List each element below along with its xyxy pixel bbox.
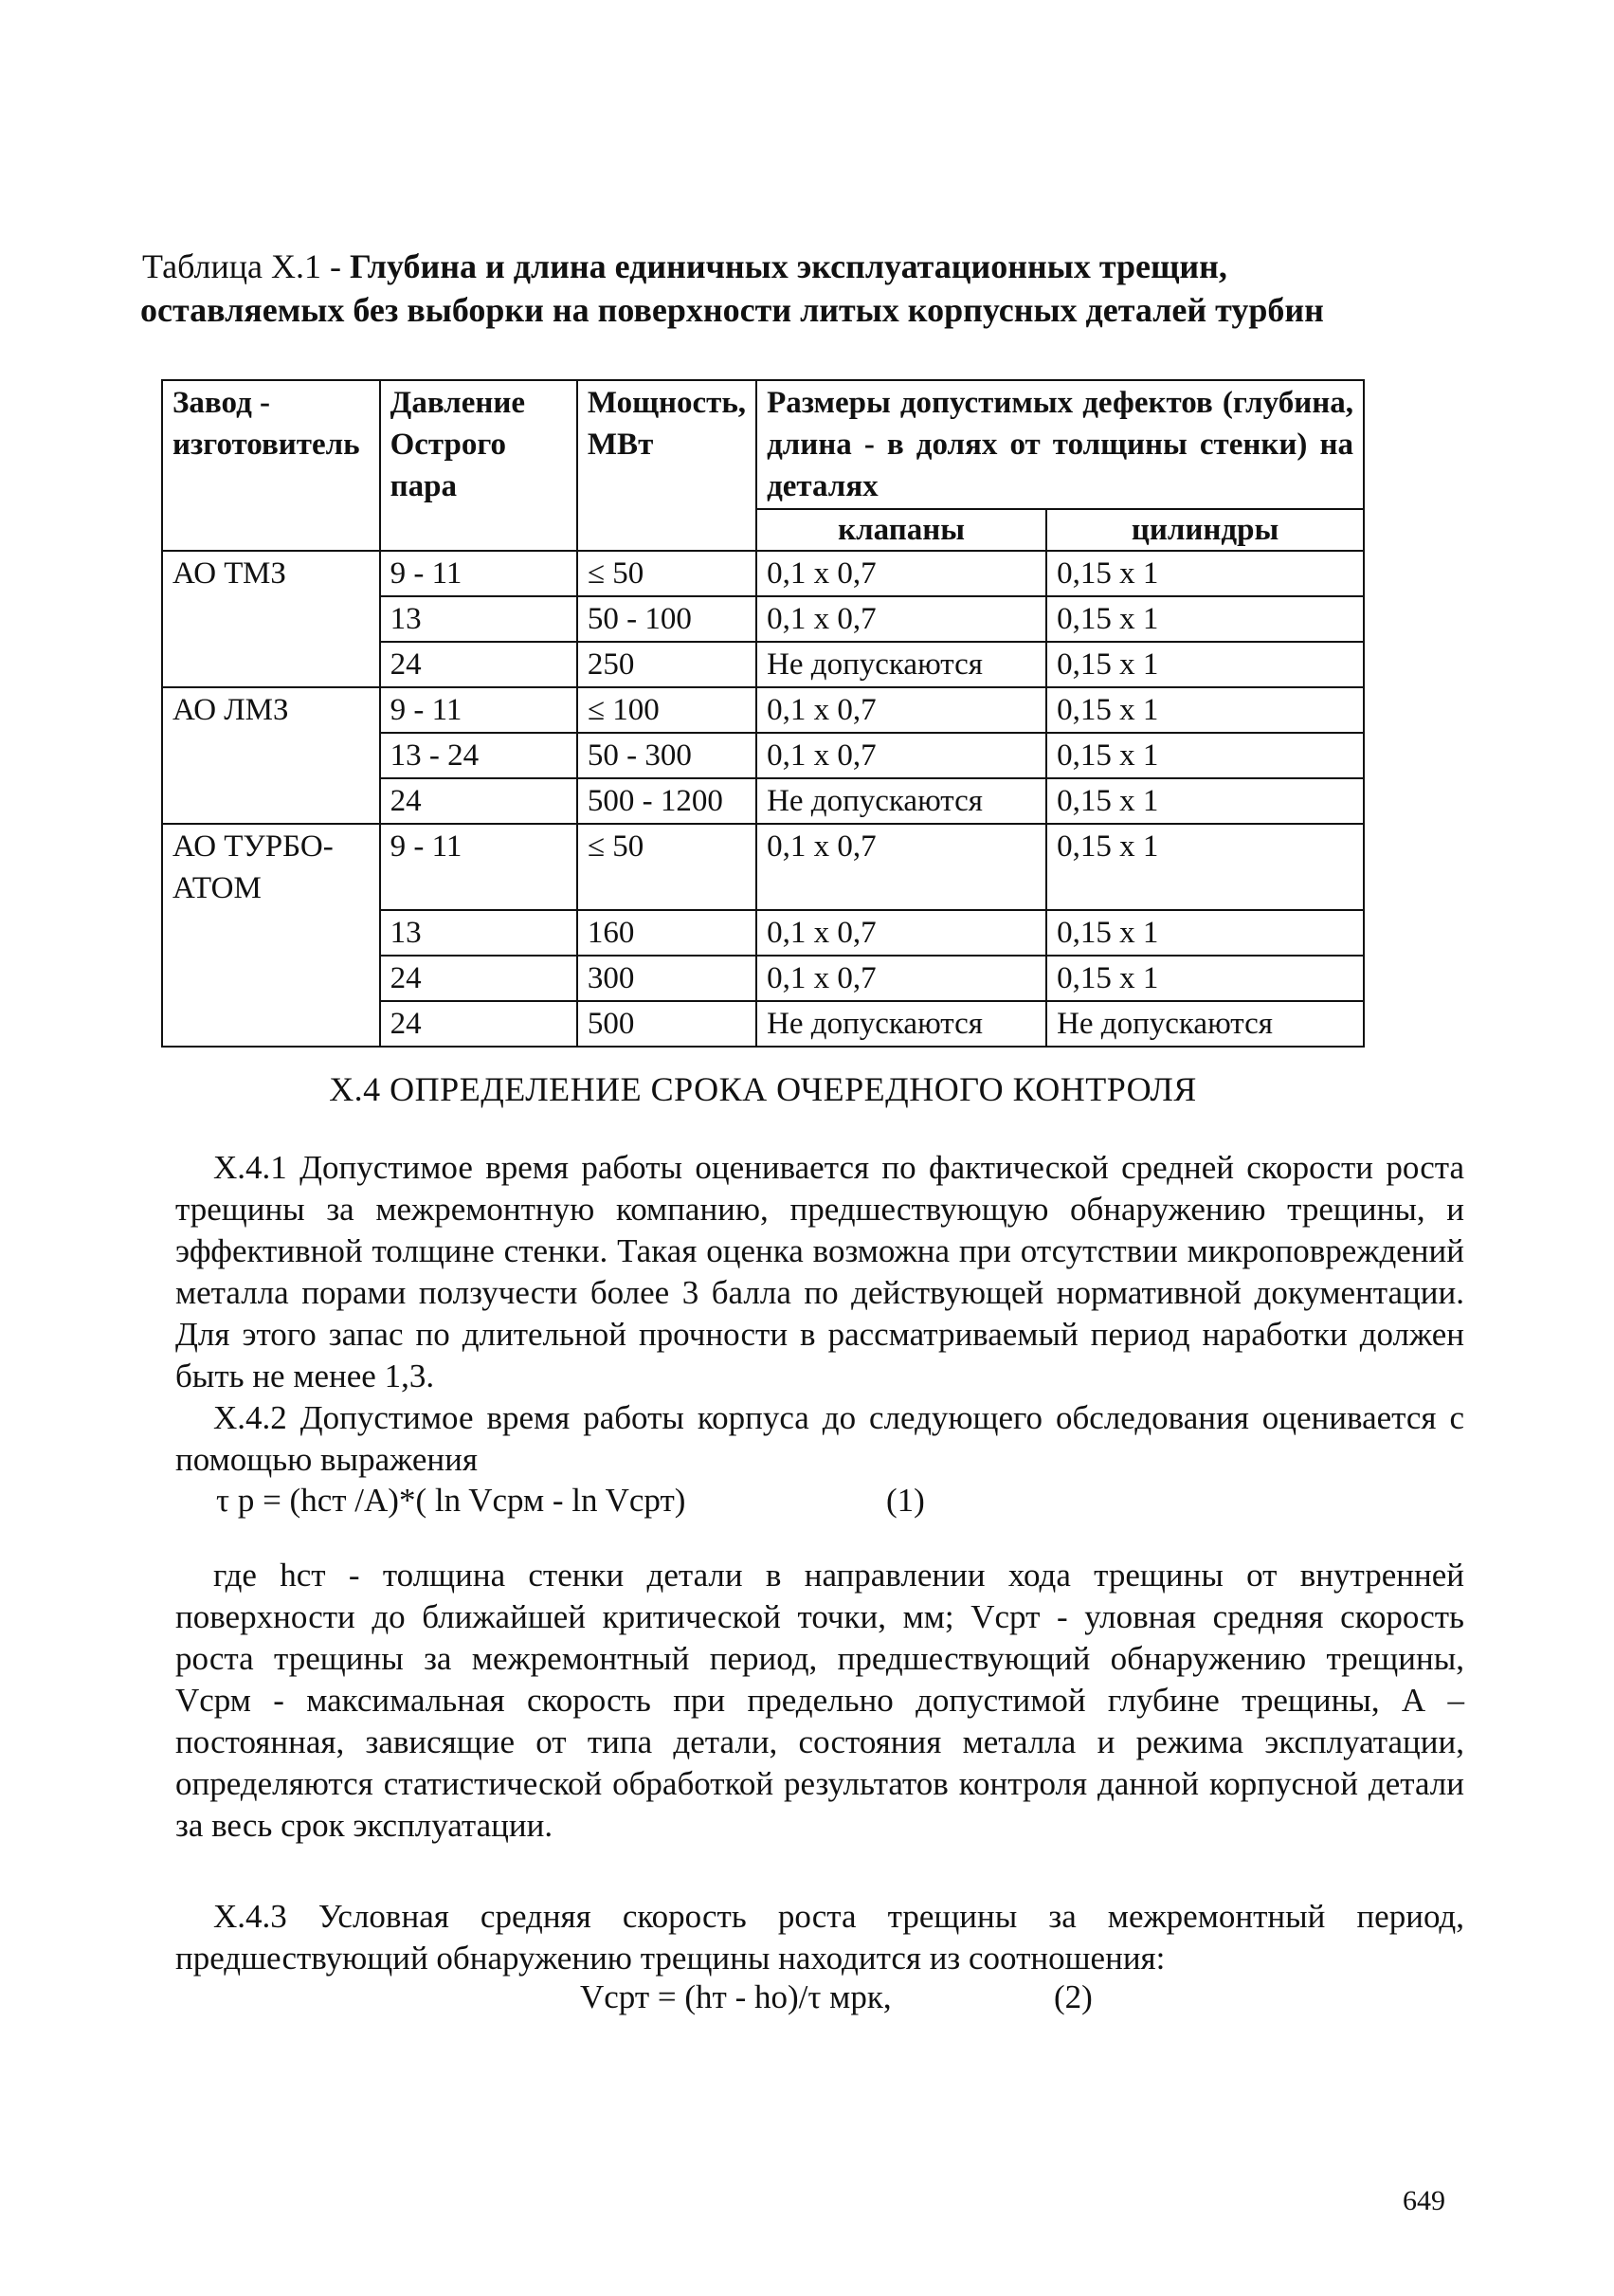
valves-cell: Не допускаются bbox=[756, 642, 1046, 687]
table-row bbox=[162, 778, 1364, 824]
table-caption bbox=[142, 245, 1412, 332]
power-cell: 250 bbox=[577, 642, 756, 687]
plant-cell-continued bbox=[162, 956, 380, 1001]
cylinders-cell: 0,15 х 1 bbox=[1046, 687, 1364, 733]
formula-1-text: τ р = (hст /А)*( ln Vсрм - ln Vсрт) bbox=[216, 1482, 686, 1519]
power-cell: 500 bbox=[577, 1001, 756, 1047]
paragraph-x43 bbox=[175, 1896, 1464, 1979]
formula-2-text: Vсрт = (hт - hо)/τ мрк, bbox=[580, 1978, 892, 2015]
pressure-cell: 24 bbox=[380, 956, 577, 1001]
power-cell: ≤ 50 bbox=[577, 551, 756, 596]
valves-cell: Не допускаются bbox=[756, 778, 1046, 824]
plant-cell-continued bbox=[162, 596, 380, 642]
power-cell: ≤ 50 bbox=[577, 824, 756, 910]
page-number: 649 bbox=[1403, 2185, 1445, 2216]
cylinders-cell: 0,15 х 1 bbox=[1046, 824, 1364, 910]
plant-cell-continued bbox=[162, 778, 380, 824]
pressure-cell: 9 - 11 bbox=[380, 687, 577, 733]
pressure-cell: 24 bbox=[380, 1001, 577, 1047]
plant-cell-continued bbox=[162, 642, 380, 687]
cylinders-cell: Не допускаются bbox=[1046, 1001, 1364, 1047]
table-row bbox=[162, 733, 1364, 778]
valves-cell: 0,1 х 0,7 bbox=[756, 910, 1046, 956]
defects-table bbox=[161, 379, 1365, 1048]
table-header-row bbox=[162, 380, 1364, 509]
power-cell: 300 bbox=[577, 956, 756, 1001]
table-row bbox=[162, 824, 1364, 910]
valves-cell: 0,1 х 0,7 bbox=[756, 824, 1046, 910]
caption-label: Таблица Х.1 - bbox=[142, 247, 350, 285]
header-power: Мощность, МВт bbox=[577, 380, 756, 551]
power-cell: ≤ 100 bbox=[577, 687, 756, 733]
formula-1 bbox=[216, 1482, 685, 1520]
table-row bbox=[162, 642, 1364, 687]
pressure-cell: 24 bbox=[380, 778, 577, 824]
paragraph-x43-text: Х.4.3 Условная средняя скорость роста трещины за межремонтный период, предшествующий обнаружению трещины находится из соотношения: bbox=[175, 1898, 1464, 1977]
valves-cell: 0,1 х 0,7 bbox=[756, 956, 1046, 1001]
formula-1-number: (1) bbox=[886, 1482, 925, 1519]
valves-cell: 0,1 х 0,7 bbox=[756, 687, 1046, 733]
header-pressure: Давление Острого пара bbox=[380, 380, 577, 551]
paragraph-x42 bbox=[175, 1397, 1464, 1481]
formula-2 bbox=[580, 1978, 892, 2016]
header-valves: клапаны bbox=[756, 509, 1046, 551]
caption-title-line2: оставляемых без выборки на поверхности литых корпусных деталей турбин bbox=[140, 291, 1324, 329]
power-cell: 50 - 100 bbox=[577, 596, 756, 642]
cylinders-cell: 0,15 х 1 bbox=[1046, 551, 1364, 596]
power-cell: 500 - 1200 bbox=[577, 778, 756, 824]
pressure-cell: 13 bbox=[380, 596, 577, 642]
table-row bbox=[162, 956, 1364, 1001]
paragraph-x41-text: Х.4.1 Допустимое время работы оценивается по фактической средней скорости роста трещины за межремонтную компанию, предшествующую обнаружению трещины, и эффективной толщине стенки. Такая оценка возможна при отсутствии микроповреждений металла порами ползучести более 3 балла по действующей нормативной документации. Для этого запас по длительной прочности в рассматриваемый период наработки должен быть не менее 1,3. bbox=[175, 1149, 1464, 1394]
table-row bbox=[162, 910, 1364, 956]
cylinders-cell: 0,15 х 1 bbox=[1046, 956, 1364, 1001]
plant-cell: АО ТУРБО-АТОМ bbox=[162, 824, 380, 910]
header-cylinders: цилиндры bbox=[1046, 509, 1364, 551]
caption-title-line1: Глубина и длина единичных эксплуатационных трещин, bbox=[349, 247, 1227, 285]
plant-cell: АО ЛМЗ bbox=[162, 687, 380, 733]
valves-cell: 0,1 х 0,7 bbox=[756, 551, 1046, 596]
pressure-cell: 9 - 11 bbox=[380, 551, 577, 596]
header-defects: Размеры допустимых дефектов (глубина, длина - в долях от толщины стенки) на деталях bbox=[756, 380, 1364, 509]
valves-cell: 0,1 х 0,7 bbox=[756, 596, 1046, 642]
paragraph-x42-text: Х.4.2 Допустимое время работы корпуса до следующего обследования оценивается с помощью выражения bbox=[175, 1399, 1464, 1478]
valves-cell: Не допускаются bbox=[756, 1001, 1046, 1047]
cylinders-cell: 0,15 х 1 bbox=[1046, 596, 1364, 642]
cylinders-cell: 0,15 х 1 bbox=[1046, 910, 1364, 956]
pressure-cell: 13 bbox=[380, 910, 577, 956]
pressure-cell: 9 - 11 bbox=[380, 824, 577, 910]
plant-cell-continued bbox=[162, 1001, 380, 1047]
section-title: Х.4 ОПРЕДЕЛЕНИЕ СРОКА ОЧЕРЕДНОГО КОНТРОЛЯ bbox=[329, 1070, 1197, 1108]
formula-2-number: (2) bbox=[1054, 1978, 1093, 2015]
valves-cell: 0,1 х 0,7 bbox=[756, 733, 1046, 778]
table-row bbox=[162, 1001, 1364, 1047]
paragraph-where bbox=[175, 1555, 1464, 1847]
paragraph-where-text: где hст - толщина стенки детали в направлении хода трещины от внутренней поверхности до ближайшей критической точки, мм; Vсрт - уловная средняя скорость роста трещины за межремонтный период, предшествующий обнаружению трещины, Vсрм - максимальная скорость при предельно допустимой глубине трещины, А – постоянная, зависящие от типа детали, состояния металла и режима эксплуатации, определяются статистической обработкой результатов контроля данной корпусной детали за весь срок эксплуатации. bbox=[175, 1557, 1464, 1844]
plant-cell-continued bbox=[162, 733, 380, 778]
table-row bbox=[162, 687, 1364, 733]
power-cell: 50 - 300 bbox=[577, 733, 756, 778]
cylinders-cell: 0,15 х 1 bbox=[1046, 733, 1364, 778]
cylinders-cell: 0,15 х 1 bbox=[1046, 778, 1364, 824]
paragraph-x41 bbox=[175, 1147, 1464, 1397]
pressure-cell: 24 bbox=[380, 642, 577, 687]
table-row bbox=[162, 551, 1364, 596]
plant-cell-continued bbox=[162, 910, 380, 956]
cylinders-cell: 0,15 х 1 bbox=[1046, 642, 1364, 687]
pressure-cell: 13 - 24 bbox=[380, 733, 577, 778]
header-plant: Завод - изготовитель bbox=[162, 380, 380, 551]
table-row bbox=[162, 596, 1364, 642]
plant-cell: АО ТМЗ bbox=[162, 551, 380, 596]
power-cell: 160 bbox=[577, 910, 756, 956]
table-body bbox=[162, 551, 1364, 1047]
